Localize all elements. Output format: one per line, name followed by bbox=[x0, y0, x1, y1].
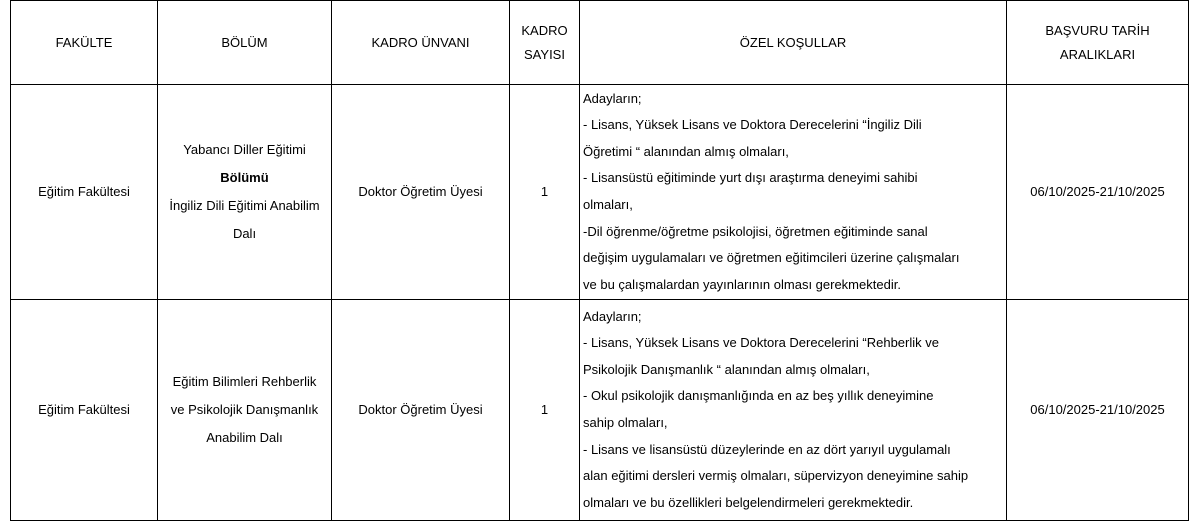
kosul-line: - Lisans, Yüksek Lisans ve Doktora Derecelerini “Rehberlik ve bbox=[583, 335, 939, 351]
kosul-line: alan eğitimi dersleri vermiş olmaları, süpervizyon deneyimine sahip bbox=[583, 468, 969, 484]
cell-kadro-sayisi: 1 bbox=[510, 300, 580, 521]
header-kadro-sayisi bbox=[510, 1, 580, 85]
header-basvuru-line: BAŞVURU TARİH bbox=[1045, 22, 1150, 38]
bolum-line: Yabancı Diller Eğitimi bbox=[183, 142, 306, 157]
header-kadro-sayisi-line: KADRO bbox=[521, 22, 568, 38]
kosul-line: Adayların; bbox=[583, 308, 642, 324]
cell-ozel-kosullar bbox=[580, 85, 1007, 300]
kosul-line: - Okul psikolojik danışmanlığında en az beş yıllık deneyimine bbox=[583, 388, 934, 404]
bolum-line: Dalı bbox=[232, 226, 257, 241]
cell-kadro-unvani: Doktor Öğretim Üyesi bbox=[332, 300, 510, 521]
cell-basvuru-tarih: 06/10/2025-21/10/2025 bbox=[1007, 300, 1189, 521]
bolum-line: Anabilim Dalı bbox=[206, 430, 283, 445]
kosul-line: olmaları ve bu özellikleri belgelendirmeleri gerekmektedir. bbox=[583, 494, 914, 510]
cell-fakulte: Eğitim Fakültesi bbox=[11, 300, 158, 521]
cell-bolum bbox=[158, 85, 332, 300]
kosul-line: - Lisansüstü eğitiminde yurt dışı araştırma deneyimi sahibi bbox=[583, 170, 918, 186]
kosul-line: Adayların; bbox=[583, 90, 642, 106]
kosul-line: -Dil öğrenme/öğretme psikolojisi, öğretmen eğitiminde sanal bbox=[583, 223, 928, 239]
kosul-line: Öğretimi “ alanından almış olmaları, bbox=[583, 143, 789, 159]
kosul-line: - Lisans ve lisansüstü düzeylerinde en az dört yarıyıl uygulamalı bbox=[583, 441, 951, 457]
header-basvuru-line: ARALIKLARI bbox=[1059, 46, 1136, 62]
bolum-line: Bölümü bbox=[220, 170, 269, 185]
header-fakulte: FAKÜLTE bbox=[11, 1, 158, 85]
cell-ozel-kosullar bbox=[580, 300, 1007, 521]
kosul-line: olmaları, bbox=[583, 197, 633, 212]
table-row bbox=[11, 85, 1189, 300]
kosul-line: Psikolojik Danışmanlık “ alanından almış olmaları, bbox=[583, 361, 870, 377]
header-row bbox=[11, 1, 1189, 85]
header-kadro-sayisi-line: SAYISI bbox=[524, 46, 565, 62]
cell-kadro-sayisi: 1 bbox=[510, 85, 580, 300]
kosul-line: - Lisans, Yüksek Lisans ve Doktora Derecelerini “İngiliz Dili bbox=[583, 117, 922, 133]
table-row bbox=[11, 300, 1189, 521]
cell-bolum bbox=[158, 300, 332, 521]
cell-basvuru-tarih: 06/10/2025-21/10/2025 bbox=[1007, 85, 1189, 300]
kosul-line: sahip olmaları, bbox=[583, 415, 668, 430]
bolum-line: İngiliz Dili Eğitimi Anabilim bbox=[169, 198, 320, 213]
positions-table bbox=[10, 0, 1189, 521]
kosul-line: ve bu çalışmalardan yayınlarının olması gerekmektedir. bbox=[583, 276, 901, 292]
header-kadro-unvani: KADRO ÜNVANI bbox=[332, 1, 510, 85]
bolum-line: ve Psikolojik Danışmanlık bbox=[170, 402, 319, 417]
cell-kadro-unvani: Doktor Öğretim Üyesi bbox=[332, 85, 510, 300]
bolum-line: Eğitim Bilimleri Rehberlik bbox=[172, 374, 317, 389]
header-bolum: BÖLÜM bbox=[158, 1, 332, 85]
header-basvuru bbox=[1007, 1, 1189, 85]
kosul-line: değişim uygulamaları ve öğretmen eğitimcileri üzerine çalışmaları bbox=[583, 250, 960, 266]
cell-fakulte: Eğitim Fakültesi bbox=[11, 85, 158, 300]
header-ozel-kosullar: ÖZEL KOŞULLAR bbox=[580, 1, 1007, 85]
